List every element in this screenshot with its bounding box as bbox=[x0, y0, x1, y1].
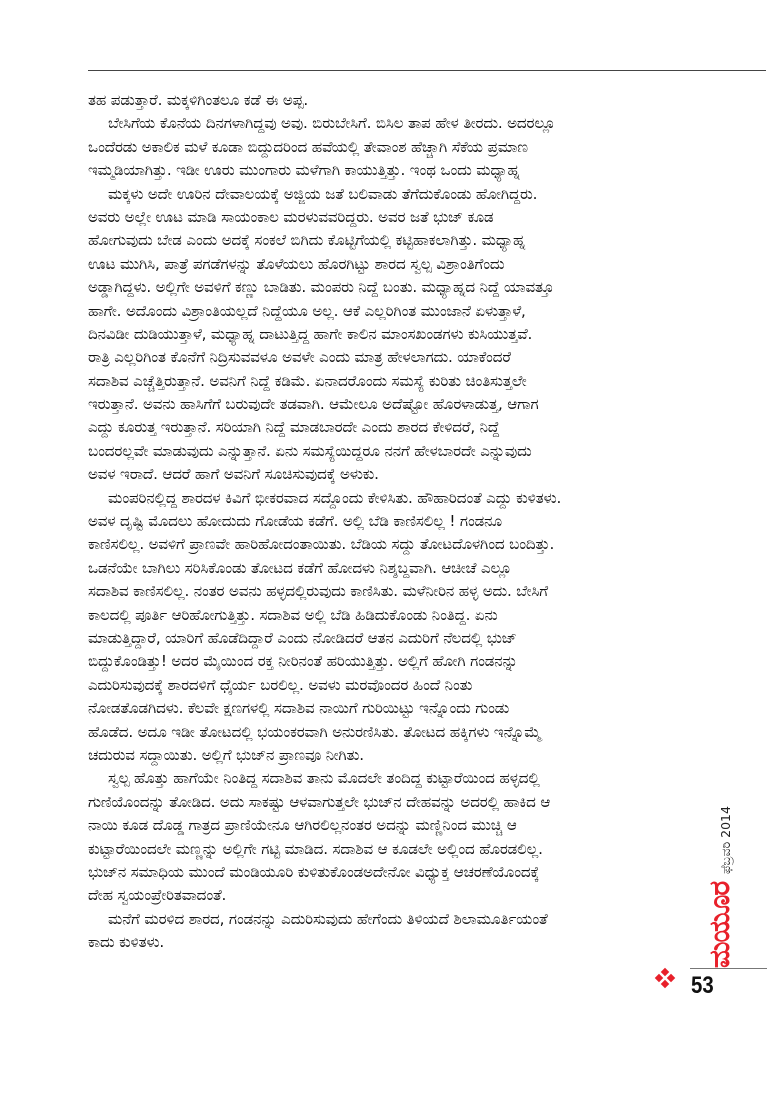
article-line: ಹೊಡೆದ. ಅದೂ ಇಡೀ ತೋಟದಲ್ಲಿ ಭಯಂಕರವಾಗಿ ಅನುರಣಿಸಿತು. ತೋಟದ ಹಕ್ಕಿಗಳು ಇನ್ನೊಮ್ಮೆ bbox=[88, 722, 542, 741]
article-line: ಮನೆಗೆ ಮರಳಿದ ಶಾರದ, ಗಂಡನನ್ನು ಎದುರಿಸುವುದು ಹೇಗೆಂದು ತಿಳಿಯದೆ ಶಿಲಾಮೂರ್ತಿಯಂತೆ bbox=[108, 909, 548, 928]
article-line: ಒಂದೆರಡು ಅಕಾಲಿಕ ಮಳೆ ಕೂಡಾ ಬಿದ್ದುದರಿಂದ ಹವೆಯಲ್ಲಿ ತೇವಾಂಶ ಹೆಚ್ಚಾಗಿ ಸೆಕೆಯ ಪ್ರಮಾಣ bbox=[88, 137, 528, 156]
article-line: ಕಾದು ಕುಳಿತಳು. bbox=[88, 933, 164, 952]
article-line: ಊಟ ಮುಗಿಸಿ, ಪಾತ್ರೆ ಪಗಡೆಗಳನ್ನು ತೊಳೆಯಲು ಹೊರಗಿಟ್ಟು ಶಾರದ ಸ್ವಲ್ಪ ವಿಶ್ರಾಂತಿಗೆಂದು bbox=[88, 254, 505, 273]
article-line: ಭುಜ್‌ನ ಸಮಾಧಿಯ ಮುಂದೆ ಮಂಡಿಯೂರಿ ಕುಳಿತುಕೊಂಡಅದೇನೋ ವಿಧ್ಯುಕ್ತ ಆಚರಣೆಯೊಂದಕ್ಕೆ bbox=[88, 862, 540, 881]
article-line: ಬಂದರಲ್ಲವೇ ಮಾಡುವುದು ಎನ್ನುತ್ತಾನೆ. ಏನು ಸಮಸ್ಯೆಯಿದ್ದರೂ ನನಗೆ ಹೇಳಬಾರದೇ ಎನ್ನುವುದು bbox=[88, 441, 532, 460]
article-line: ಹಾಗೇ. ಅದೊಂದು ವಿಶ್ರಾಂತಿಯಲ್ಲದೆ ನಿದ್ದೆಯೂ ಅಲ್ಲ. ಆಕೆ ಎಲ್ಲರಿಗಿಂತ ಮುಂಜಾನೆ ಏಳುತ್ತಾಳೆ, bbox=[88, 301, 526, 320]
article-line: ಸದಾಶಿವ ಕಾಣಿಸಲಿಲ್ಲ. ನಂತರ ಅವನು ಹಳ್ಳದಲ್ಲಿರುವುದು ಕಾಣಿಸಿತು. ಮಳೆನೀರಿನ ಹಳ್ಳ ಅದು. ಬೇಸಿಗೆ bbox=[88, 582, 548, 601]
article-line: ಅವರು ಅಲ್ಲೇ ಊಟ ಮಾಡಿ ಸಾಯಂಕಾಲ ಮರಳುವವರಿದ್ದರು. ಅವರ ಜತೆ ಭುಜ್ ಕೂಡ bbox=[88, 207, 494, 226]
article-line: ಎದುರಿಸುವುದಕ್ಕೆ ಶಾರದಳಿಗೆ ಧೈರ್ಯ ಬರಲಿಲ್ಲ. ಅವಳು ಮರವೊಂದರ ಹಿಂದೆ ನಿಂತು bbox=[88, 675, 473, 694]
article-body bbox=[88, 89, 684, 954]
article-line: ಕುಟ್ಟಾರೆಯಿಂದಲೇ ಮಣ್ಣನ್ನು ಅಲ್ಲಿಗೇ ಗಟ್ಟಿ ಮಾಡಿದ. ಸದಾಶಿವ ಆ ಕೂಡಲೇ ಅಲ್ಲಿಂದ ಹೊರಡಲಿಲ್ಲ. bbox=[88, 839, 543, 858]
issue-date: ಫೆಬ್ರವರಿ 2014 bbox=[718, 806, 733, 874]
footer-rule bbox=[690, 968, 767, 969]
red-diamond-ornament-icon bbox=[656, 969, 674, 987]
article-line: ಕಾಲದಲ್ಲಿ ಪೂರ್ತಿ ಆರಿಹೋಗುತ್ತಿತ್ತು. ಸದಾಶಿವ ಅಲ್ಲಿ ಬೆಡಿ ಹಿಡಿದುಕೊಂಡು ನಿಂತಿದ್ದ. ಏನು bbox=[88, 605, 498, 624]
article-line: ದೇಹ ಸ್ವಯಂಪ್ರೇರಿತವಾದಂತೆ. bbox=[88, 886, 227, 905]
article-line: ಚದುರುವ ಸದ್ದಾಯಿತು. ಅಲ್ಲಿಗೆ ಭುಜ್‌ನ ಪ್ರಾಣವೂ ನೀಗಿತು. bbox=[88, 745, 364, 764]
article-line: ದಿನವಿಡೀ ದುಡಿಯುತ್ತಾಳೆ, ಮಧ್ಯಾಹ್ನ ದಾಟುತ್ತಿದ್ದ ಹಾಗೇ ಕಾಲಿನ ಮಾಂಸಖಂಡಗಳು ಕುಸಿಯುತ್ತವೆ. bbox=[88, 324, 533, 343]
article-line: ಮಂಪರಿನಲ್ಲಿದ್ದ ಶಾರದಳ ಕಿವಿಗೆ ಭೀಕರವಾದ ಸದ್ದೊಂದು ಕೇಳಿಸಿತು. ಹೌಹಾರಿದಂತೆ ಎದ್ದು ಕುಳಿತಳು. bbox=[108, 488, 562, 507]
article-line: ಬಿದ್ದುಕೊಂಡಿತ್ತು! ಅದರ ಮೈಯಿಂದ ರಕ್ತ ನೀರಿನಂತೆ ಹರಿಯುತ್ತಿತ್ತು. ಅಲ್ಲಿಗೆ ಹೋಗಿ ಗಂಡನನ್ನು bbox=[88, 652, 518, 671]
header-rule bbox=[88, 70, 766, 71]
article-line: ನಾಯಿ ಕೂಡ ದೊಡ್ಡ ಗಾತ್ರದ ಪ್ರಾಣಿಯೇನೂ ಆಗಿರಲಿಲ್ಲನಂತರ ಅದನ್ನು ಮಣ್ಣಿನಿಂದ ಮುಚ್ಚಿ ಆ bbox=[88, 816, 517, 835]
magazine-logo: ಮಯೂರ bbox=[703, 881, 736, 969]
article-line: ಒಡನೆಯೇ ಬಾಗಿಲು ಸರಿಸಿಕೊಂಡು ತೋಟದ ಕಡೆಗೆ ಹೋದಳು ನಿಶ್ಶಬ್ದವಾಗಿ. ಆಚೀಚೆ ಎಲ್ಲೂ bbox=[88, 558, 512, 577]
article-line: ಸ್ವಲ್ಪ ಹೊತ್ತು ಹಾಗೆಯೇ ನಿಂತಿದ್ದ ಸದಾಶಿವ ತಾನು ಮೊದಲೇ ತಂದಿದ್ದ ಕುಟ್ಟಾರೆಯಿಂದ ಹಳ್ಳದಲ್ಲಿ bbox=[108, 769, 540, 788]
article-line: ತಹ ಪಡುತ್ತಾರೆ. ಮಕ್ಕಳಿಗಿಂತಲೂ ಕಡೆ ಈ ಅಪ್ಪ. bbox=[88, 91, 308, 109]
article-line: ಕಾಣಿಸಲಿಲ್ಲ. ಅವಳಿಗೆ ಪ್ರಾಣವೇ ಹಾರಿಹೋದಂತಾಯಿತು. ಬೆಡಿಯ ಸದ್ದು ತೋಟದೊಳಗಿಂದ ಬಂದಿತ್ತು. bbox=[88, 535, 555, 554]
article-line: ಎದ್ದು ಕೂರುತ್ತ ಇರುತ್ತಾನೆ. ಸರಿಯಾಗಿ ನಿದ್ದೆ ಮಾಡಬಾರದೇ ಎಂದು ಶಾರದ ಕೇಳಿದರೆ, ನಿದ್ದೆ bbox=[88, 418, 500, 437]
article-line: ಮಕ್ಕಳು ಅದೇ ಊರಿನ ದೇವಾಲಯಕ್ಕೆ ಅಜ್ಜಿಯ ಜತೆ ಬಲಿವಾಡು ತೆಗೆದುಕೊಂಡು ಹೋಗಿದ್ದರು. bbox=[108, 184, 538, 203]
article-line: ಸದಾಶಿವ ಎಚ್ಚೆತ್ತಿರುತ್ತಾನೆ. ಅವನಿಗೆ ನಿದ್ದೆ ಕಡಿಮೆ. ಏನಾದರೊಂದು ಸಮಸ್ಯೆ ಕುರಿತು ಚಿಂತಿಸುತ್ತಲೇ bbox=[88, 371, 527, 390]
article-line: ಇಮ್ಮಡಿಯಾಗಿತ್ತು. ಇಡೀ ಊರು ಮುಂಗಾರು ಮಳೆಗಾಗಿ ಕಾಯುತ್ತಿತ್ತು. ಇಂಥ ಒಂದು ಮಧ್ಯಾಹ್ನ bbox=[88, 161, 520, 180]
article-line: ಇರುತ್ತಾನೆ. ಅವನು ಹಾಸಿಗೆಗೆ ಬರುವುದೇ ತಡವಾಗಿ. ಆಮೇಲೂ ಅದೆಷ್ಟೋ ಹೊರಳಾಡುತ್ತ, ಆಗಾಗ bbox=[88, 395, 539, 414]
article-line: ಅವಳ ದೃಷ್ಟಿ ಮೊದಲು ಹೋದುದು ಗೋಡೆಯ ಕಡೆಗೆ. ಅಲ್ಲಿ ಬೆಡಿ ಕಾಣಿಸಲಿಲ್ಲ ! ಗಂಡನೂ bbox=[88, 512, 503, 531]
article-line: ಮಾಡುತ್ತಿದ್ದಾರೆ, ಯಾರಿಗೆ ಹೊಡೆದಿದ್ದಾರೆ ಎಂದು ನೋಡಿದರೆ ಆತನ ಎದುರಿಗೆ ನೆಲದಲ್ಲಿ ಭುಜ್ bbox=[88, 628, 517, 647]
page-number: 53 bbox=[691, 972, 714, 999]
article-line: ಹೋಗುವುದು ಬೇಡ ಎಂದು ಅದಕ್ಕೆ ಸಂಕಲೆ ಬಿಗಿದು ಕೊಟ್ಟಿಗೆಯಲ್ಲಿ ಕಟ್ಟಿಹಾಕಲಾಗಿತ್ತು. ಮಧ್ಯಾಹ್ನ bbox=[88, 231, 526, 250]
article-line: ರಾತ್ರಿ ಎಲ್ಲರಿಗಿಂತ ಕೊನೆಗೆ ನಿದ್ರಿಸುವವಳೂ ಅವಳೇ ಎಂದು ಮಾತ್ರ ಹೇಳಲಾಗದು. ಯಾಕೆಂದರೆ bbox=[88, 348, 511, 367]
article-line: ಅಡ್ಡಾಗಿದ್ದಳು. ಅಲ್ಲಿಗೇ ಅವಳಿಗೆ ಕಣ್ಣು ಬಾಡಿತು. ಮಂಪರು ನಿದ್ದೆ ಬಂತು. ಮಧ್ಯಾಹ್ನದ ನಿದ್ದೆ ಯಾವತ್ತೂ bbox=[88, 278, 554, 297]
article-line: ಅವಳ ಇರಾದೆ. ಆದರೆ ಹಾಗೆ ಅವನಿಗೆ ಸೂಚಿಸುವುದಕ್ಕೆ ಅಳುಕು. bbox=[88, 465, 379, 484]
article-line: ಬೇಸಿಗೆಯ ಕೊನೆಯ ದಿನಗಳಾಗಿದ್ದವು ಅವು. ಬಿರುಬೇಸಿಗೆ. ಬಿಸಿಲ ತಾಪ ಹೇಳ ತೀರದು. ಅದರಲ್ಲೂ bbox=[108, 114, 556, 133]
article-line: ಗುಣಿಯೊಂದನ್ನು ತೋಡಿದ. ಅದು ಸಾಕಷ್ಟು ಆಳವಾಗುತ್ತಲೇ ಭುಜ್‌ನ ದೇಹವನ್ನು ಅದರಲ್ಲಿ ಹಾಕಿದ ಆ bbox=[88, 792, 551, 811]
article-line: ನೋಡತೊಡಗಿದಳು. ಕೆಲವೇ ಕ್ಷಣಗಳಲ್ಲಿ ಸದಾಶಿವ ನಾಯಿಗೆ ಗುರಿಯಿಟ್ಟು ಇನ್ನೊಂದು ಗುಂಡು bbox=[88, 699, 510, 718]
